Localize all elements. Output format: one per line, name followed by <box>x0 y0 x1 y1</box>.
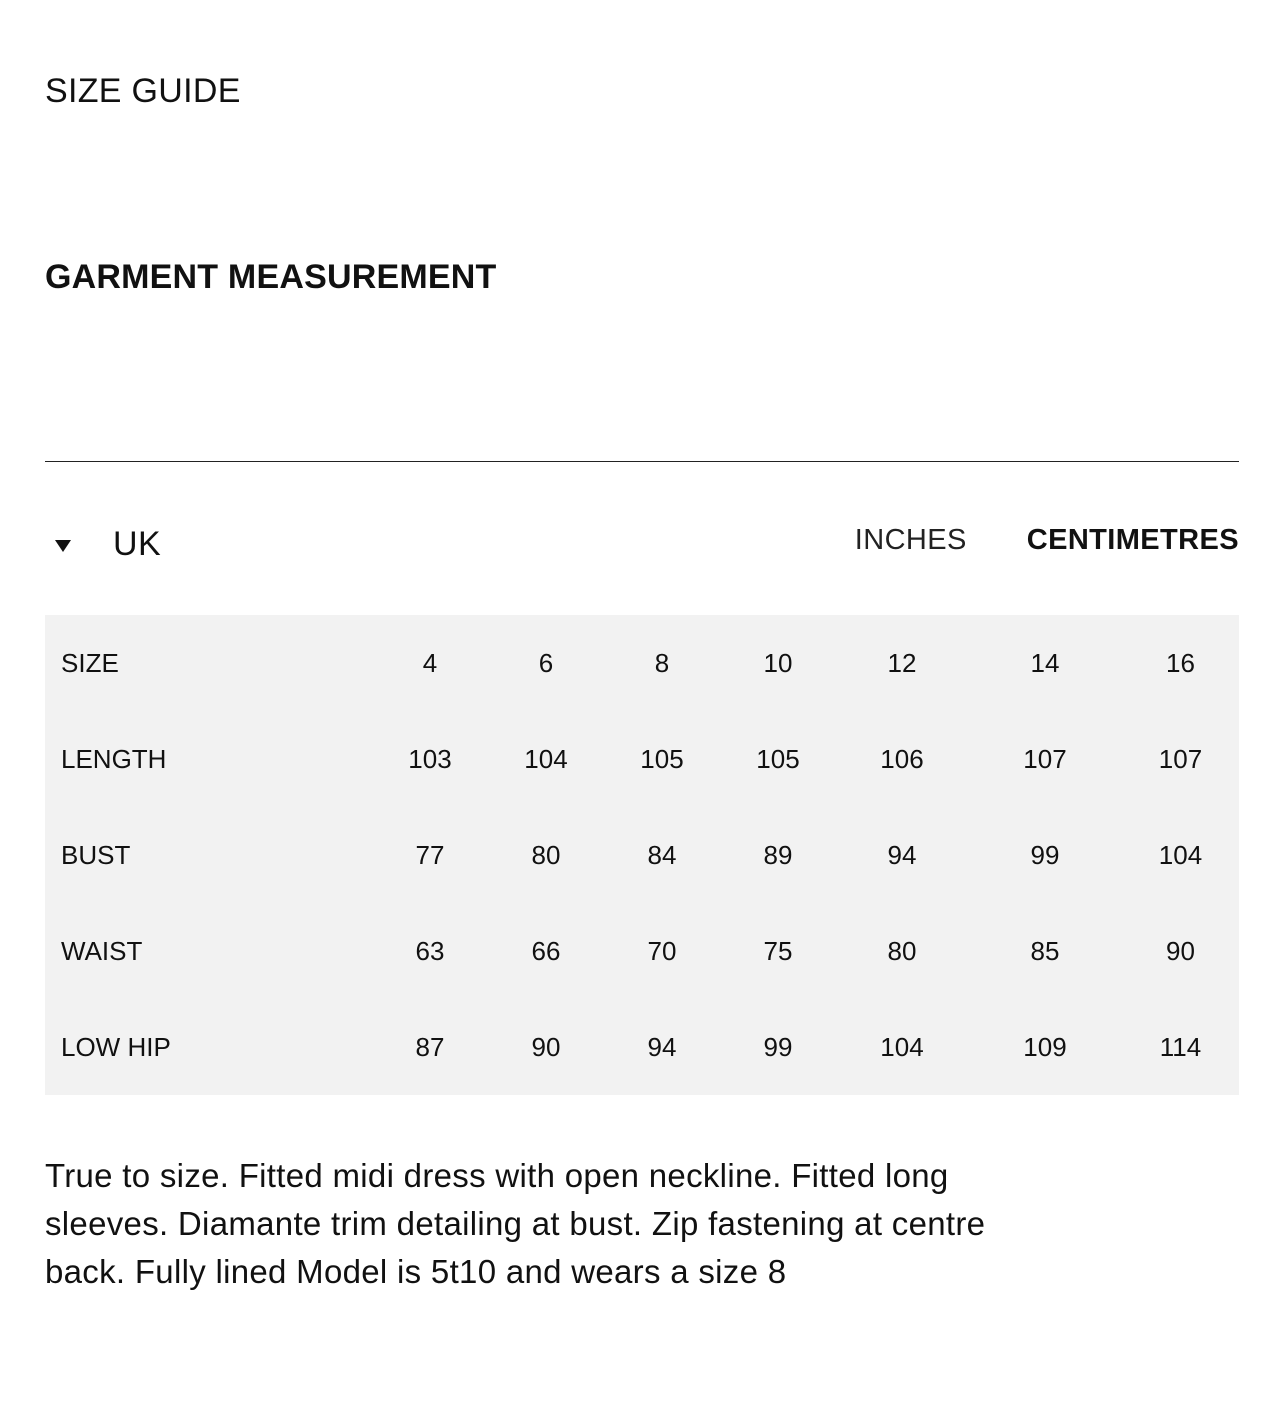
table-cell: 90 <box>531 1031 561 1062</box>
table-cell: 106 <box>880 743 924 774</box>
table-cell: 105 <box>640 743 684 774</box>
caret-down-icon <box>55 540 71 552</box>
table-cell: 104 <box>880 1031 924 1062</box>
table-cell: 80 <box>531 839 561 870</box>
size-table-container <box>45 615 1239 1095</box>
table-cell: 66 <box>531 935 561 966</box>
column-header: 12 <box>887 647 917 678</box>
region-label: UK <box>113 524 162 563</box>
table-cell: 104 <box>524 743 568 774</box>
table-cell: 75 <box>763 935 793 966</box>
row-label: BUST <box>61 839 131 870</box>
table-cell: 109 <box>1023 1031 1067 1062</box>
table-cell: 99 <box>763 1031 793 1062</box>
table-row <box>45 807 1239 903</box>
table-cell: 107 <box>1158 743 1203 774</box>
column-header: 10 <box>763 647 793 678</box>
table-row <box>45 711 1239 807</box>
column-header: 14 <box>1030 647 1060 678</box>
size-table <box>45 615 1239 1095</box>
table-cell: 85 <box>1030 935 1060 966</box>
table-cell: 94 <box>887 839 917 870</box>
column-header: 6 <box>538 647 554 678</box>
table-cell: 104 <box>1158 839 1203 870</box>
table-cell: 99 <box>1030 839 1060 870</box>
table-row <box>45 903 1239 999</box>
column-header: 8 <box>654 647 670 678</box>
table-cell: 70 <box>647 935 677 966</box>
table-cell: 77 <box>415 839 445 870</box>
product-description: True to size. Fitted midi dress with open neckline. Fitted long sleeves. Diamante trim detailing at bust. Zip fastening at centre back. Fully lined Model is 5t10 and wears a size 8 <box>45 1157 986 1290</box>
table-cell: 94 <box>647 1031 677 1062</box>
row-label: LENGTH <box>61 743 167 774</box>
table-cell: 63 <box>415 935 445 966</box>
row-label: LOW HIP <box>61 1031 171 1062</box>
inches-toggle[interactable]: INCHES <box>854 524 967 556</box>
table-cell: 89 <box>763 839 793 870</box>
region-dropdown[interactable] <box>55 520 161 568</box>
table-cell: 114 <box>1159 1031 1202 1062</box>
table-cell: 80 <box>887 935 917 966</box>
page-title: SIZE GUIDE <box>45 72 241 110</box>
column-header: SIZE <box>61 647 119 678</box>
table-cell: 107 <box>1023 743 1067 774</box>
table-cell: 84 <box>647 839 677 870</box>
table-cell: 105 <box>756 743 800 774</box>
table-cell: 90 <box>1166 935 1195 966</box>
table-cell: 103 <box>408 743 452 774</box>
table-header-row <box>45 615 1239 711</box>
unit-toggle <box>855 524 1239 557</box>
section-title: GARMENT MEASUREMENT <box>45 258 497 296</box>
divider <box>45 461 1239 462</box>
column-header: 16 <box>1166 647 1195 678</box>
table-cell: 87 <box>415 1031 445 1062</box>
column-header: 4 <box>422 647 438 678</box>
centimetres-toggle[interactable]: CENTIMETRES <box>1026 524 1239 556</box>
table-row <box>45 999 1239 1095</box>
row-label: WAIST <box>61 935 143 966</box>
